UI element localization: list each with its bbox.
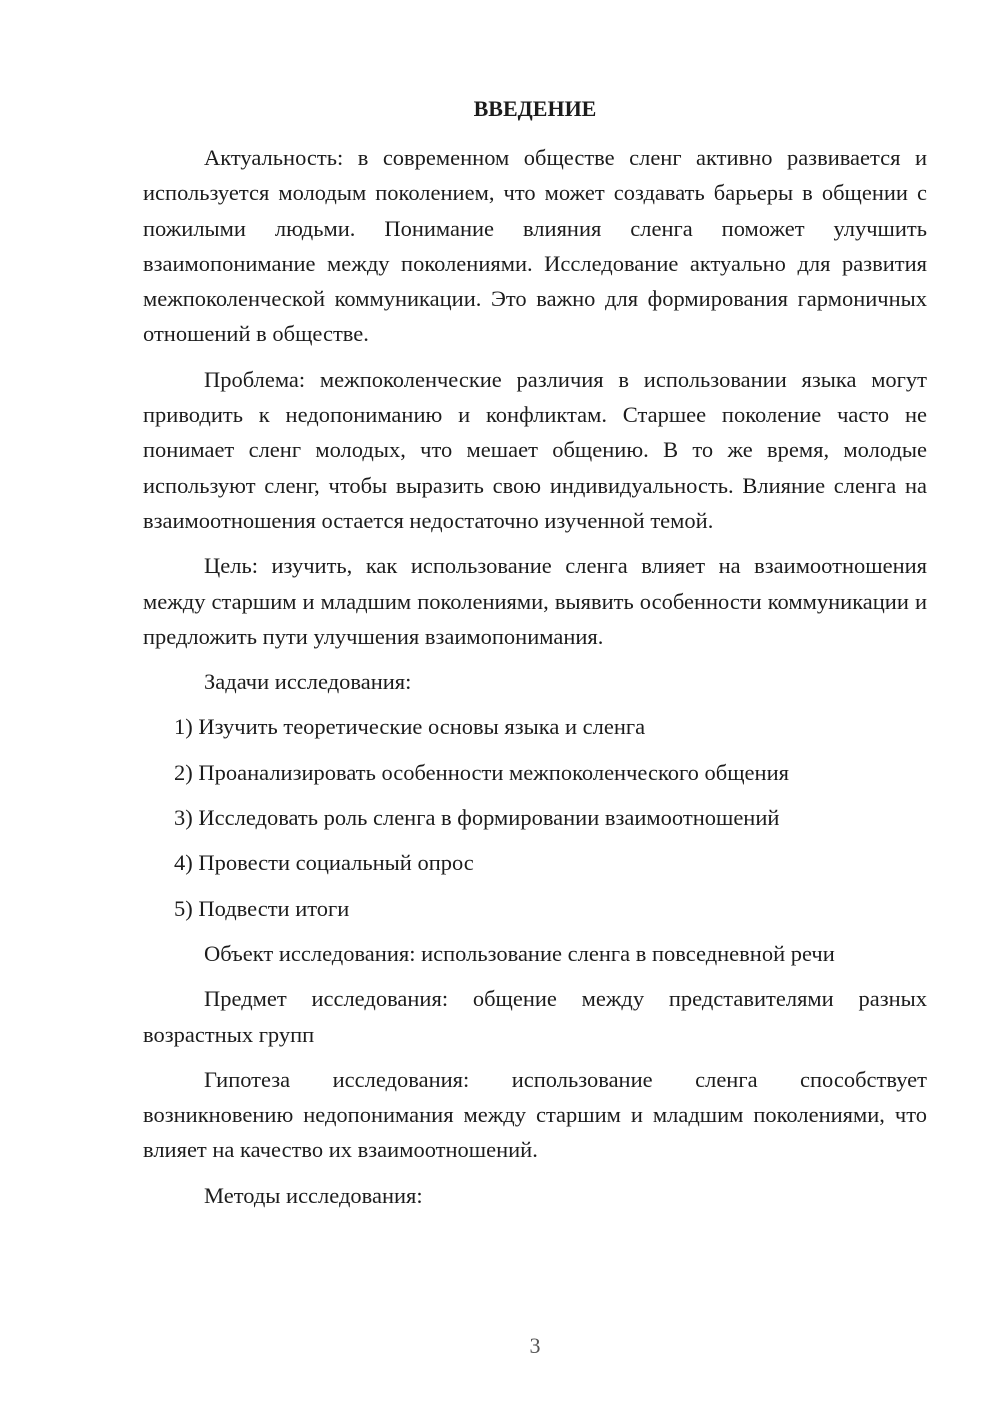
section-title: ВВЕДЕНИЕ (473, 96, 597, 121)
list-item: 1) Изучить теоретические основы языка и сленга (174, 714, 646, 740)
paragraph-hypothesis: Гипотеза исследования: использование сленга способствует возникновению недопонимания между старшим и младшим поколениями, что влияет на качество их взаимоотношений. (143, 1066, 927, 1163)
paragraph-relevance: Актуальность: в современном обществе сленг активно развивается и используется молодым поколением, что может создавать барьеры в общении с пожилыми людьми. Понимание влияния сленга поможет улучшить взаимопонимание между поколениями. Исследование актуально для развития межпоколенческой коммуникации. Это важно для формирования гармоничных отношений в обществе. (143, 145, 927, 347)
paragraph-goal: Цель: изучить, как использование сленга влияет на взаимоотношения между старшим и младшим поколениями, выявить особенности коммуникации и предложить пути улучшения взаимопонимания. (143, 553, 927, 649)
paragraph-subject: Предмет исследования: общение между представителями разных возрастных групп (143, 986, 927, 1047)
list-item: 5) Подвести итоги (174, 895, 350, 921)
paragraph-problem: Проблема: межпоколенческие различия в использовании языка могут приводить к недопониманию и конфликтам. Старшее поколение часто не понимает сленг молодых, что мешает общению. В то же время, молодые используют сленг, чтобы выразить свою индивидуальность. Влияние сленга на взаимоотношения остается недостаточно изученной темой. (143, 366, 927, 533)
list-item: 4) Провести социальный опрос (174, 850, 474, 876)
tasks-heading: Задачи исследования: (204, 669, 412, 695)
paragraph-object: Объект исследования: использование сленга в повседневной речи (204, 940, 835, 966)
list-item: 2) Проанализировать особенности межпоколенческого общения (174, 759, 789, 785)
tasks-list (143, 709, 927, 925)
methods-heading: Методы исследования: (204, 1182, 423, 1208)
page-number: 3 (529, 1333, 541, 1358)
page-content (143, 90, 927, 1223)
list-item: 3) Исследовать роль сленга в формировании взаимоотношений (174, 805, 780, 831)
